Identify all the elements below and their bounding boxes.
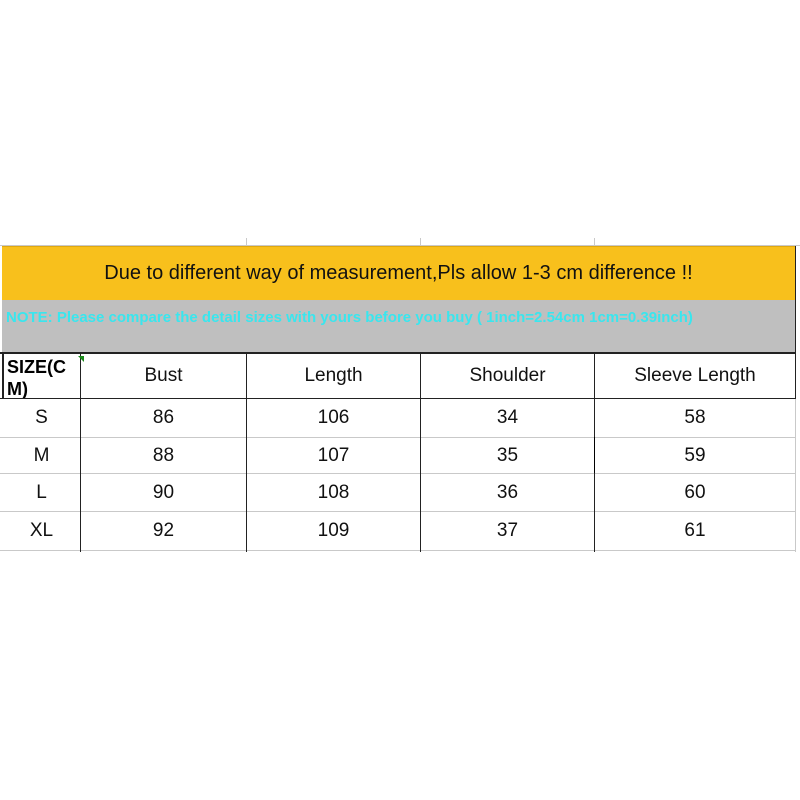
table-col-border [795,399,796,552]
table-row-m-sleeve: 59 [684,444,706,466]
table-row-l-shoulder: 36 [496,481,519,503]
table-row-xl-bust: 92 [152,520,175,541]
note-bar [2,300,795,352]
table-row-l-sleeve: 60 [684,481,706,503]
header-sleeve-length: Sleeve Length [634,365,756,386]
table-row-border [0,550,796,551]
table-row-s-bust: 86 [152,407,175,428]
header-length: Length [304,365,363,386]
header-bust: Bust [144,365,183,386]
table-row-xl-size: XL [29,520,54,541]
table-row-s-shoulder: 34 [496,407,519,428]
header-size: SIZE(CM) [7,357,67,398]
banner-text: Due to different way of measurement,Pls allow 1-3 cm difference !! [104,262,693,284]
table-row-m-bust: 88 [152,444,175,466]
table-row-s-sleeve: 58 [684,407,706,428]
table-row-l-size: L [36,481,47,503]
table-row-s-size: S [35,407,48,428]
gridline [795,246,796,352]
header-shoulder: Shoulder [469,365,546,386]
table-row-s-length: 106 [317,407,350,428]
note-text: NOTE: Please compare the detail sizes with yours before you buy ( 1inch=2.54cm 1cm=0.39inch) [6,309,693,326]
table-row-xl-length: 109 [317,520,350,541]
table-row-m-size: M [33,444,50,466]
measurement-banner [2,246,795,300]
table-row-l-length: 108 [317,481,350,503]
table-row-xl-sleeve: 61 [684,520,706,541]
table-col-border [795,352,796,399]
table-row-xl-shoulder: 37 [496,520,519,541]
table-row-m-length: 107 [317,444,350,466]
table-row-l-bust: 90 [152,481,175,503]
table-row-m-shoulder: 35 [496,444,519,466]
